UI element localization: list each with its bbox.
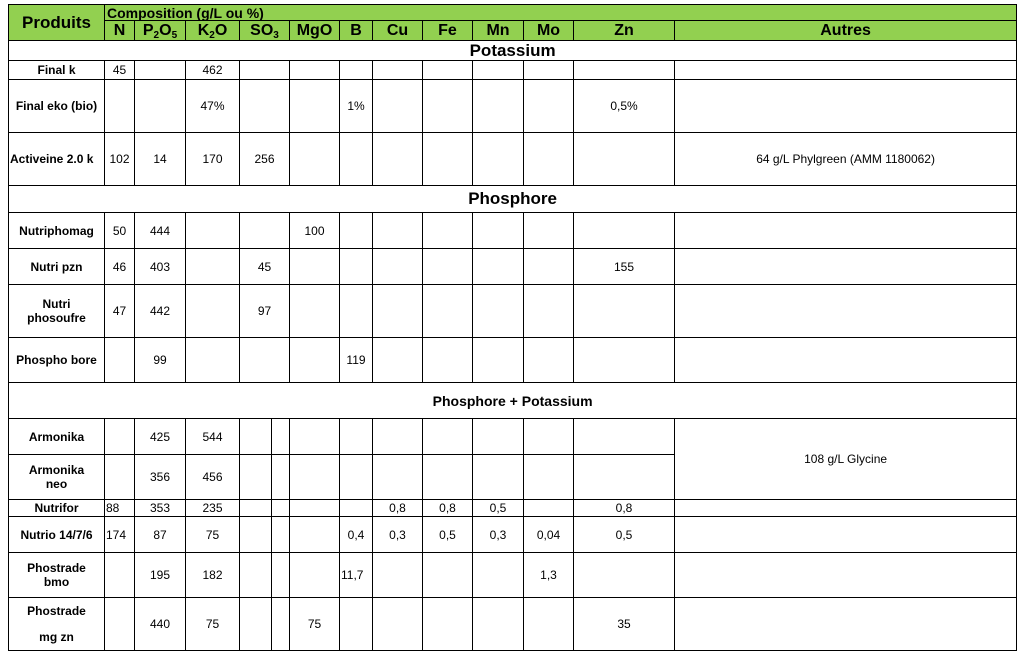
header-b: B (340, 21, 373, 41)
header-row-2 (9, 21, 1017, 41)
cell-mo (524, 598, 574, 651)
cell-mn (473, 80, 524, 133)
cell-autres (675, 213, 1017, 249)
cell-mgo (290, 419, 340, 455)
cell-mn (473, 598, 524, 651)
cell-mn (473, 285, 524, 338)
header-k2o: $K_2O$ (186, 21, 240, 41)
cell-zn (574, 419, 675, 455)
cell-so3: 45 (240, 249, 290, 285)
product-name: Nutrio 14/7/6 (9, 517, 105, 553)
header-mn: Mn (473, 21, 524, 41)
cell-extra (272, 455, 290, 500)
cell-p2o5: 356 (135, 455, 186, 500)
cell-p2o5: 440 (135, 598, 186, 651)
cell-so3 (240, 553, 272, 598)
cell-n (105, 80, 135, 133)
cell-autres (675, 61, 1017, 80)
cell-zn (574, 133, 675, 186)
cell-cu (373, 133, 423, 186)
composition-table (8, 4, 1017, 651)
cell-zn: 0,8 (574, 500, 675, 517)
product-name-line-2: neo (45, 477, 68, 491)
cell-n: 88 (105, 500, 135, 517)
cell-p2o5: 444 (135, 213, 186, 249)
cell-mn (473, 61, 524, 80)
cell-mo (524, 80, 574, 133)
cell-mgo: 100 (290, 213, 340, 249)
cell-autres: 64 g/L Phylgreen (AMM 1180062) (675, 133, 1017, 186)
cell-mo (524, 338, 574, 383)
cell-mn (473, 213, 524, 249)
product-name-line-2: mg zn (39, 630, 74, 644)
cell-k2o: 235 (186, 500, 240, 517)
cell-b: 1% (340, 80, 373, 133)
cell-mn (473, 553, 524, 598)
cell-so3 (240, 598, 272, 651)
cell-k2o (186, 285, 240, 338)
composition-table-wrapper (8, 4, 1017, 651)
cell-k2o: 462 (186, 61, 240, 80)
cell-fe: 0,5 (423, 517, 473, 553)
cell-p2o5: 14 (135, 133, 186, 186)
cell-so3 (240, 455, 272, 500)
section-title-phosphore-potassium: Phosphore + Potassium (9, 383, 1017, 419)
cell-autres: 108 g/L Glycine (675, 419, 1017, 500)
cell-n (105, 598, 135, 651)
cell-mo (524, 285, 574, 338)
cell-autres (675, 553, 1017, 598)
product-name-line-1: Phostrade (27, 604, 86, 618)
cell-extra (272, 553, 290, 598)
table-row (9, 553, 1017, 598)
cell-p2o5: 195 (135, 553, 186, 598)
cell-so3: 97 (240, 285, 290, 338)
cell-extra (272, 500, 290, 517)
cell-cu (373, 285, 423, 338)
product-name: Phospho bore (9, 338, 105, 383)
cell-fe (423, 80, 473, 133)
table-row (9, 80, 1017, 133)
cell-p2o5: 442 (135, 285, 186, 338)
section-row-phosphore-potassium (9, 383, 1017, 419)
section-title-phosphore: Phosphore (9, 186, 1017, 213)
cell-b (340, 61, 373, 80)
cell-b: 119 (340, 338, 373, 383)
cell-zn (574, 455, 675, 500)
cell-zn (574, 553, 675, 598)
section-title-potassium: Potassium (9, 41, 1017, 61)
cell-fe (423, 553, 473, 598)
composition-header: Composition (g/L ou %) (105, 5, 1017, 21)
product-name-line-1: Armonika (28, 463, 85, 477)
cell-zn (574, 61, 675, 80)
table-row (9, 285, 1017, 338)
cell-b (340, 419, 373, 455)
cell-mgo (290, 133, 340, 186)
cell-zn: 0,5% (574, 80, 675, 133)
cell-zn: 0,5 (574, 517, 675, 553)
cell-b: 11,7 (340, 553, 373, 598)
cell-p2o5 (135, 80, 186, 133)
cell-b (340, 455, 373, 500)
cell-so3 (240, 338, 290, 383)
cell-so3 (240, 419, 272, 455)
cell-mo (524, 455, 574, 500)
cell-b (340, 285, 373, 338)
cell-b (340, 133, 373, 186)
cell-fe (423, 249, 473, 285)
cell-so3 (240, 61, 290, 80)
cell-cu: 0,3 (373, 517, 423, 553)
cell-fe: 0,8 (423, 500, 473, 517)
cell-p2o5: 425 (135, 419, 186, 455)
product-name-line-2: phosoufre (27, 311, 86, 325)
cell-mgo (290, 500, 340, 517)
cell-k2o: 75 (186, 598, 240, 651)
cell-cu (373, 553, 423, 598)
cell-k2o: 456 (186, 455, 240, 500)
table-row (9, 419, 1017, 455)
cell-zn (574, 338, 675, 383)
product-name (9, 455, 105, 500)
cell-mo (524, 213, 574, 249)
cell-zn (574, 285, 675, 338)
cell-n (105, 455, 135, 500)
cell-fe (423, 419, 473, 455)
cell-cu (373, 598, 423, 651)
cell-k2o (186, 213, 240, 249)
cell-so3 (240, 517, 272, 553)
cell-mo (524, 500, 574, 517)
product-name (9, 598, 105, 651)
cell-mgo (290, 553, 340, 598)
cell-mgo (290, 249, 340, 285)
cell-mn (473, 133, 524, 186)
header-mgo: MgO (290, 21, 340, 41)
cell-mn (473, 338, 524, 383)
header-cu: Cu (373, 21, 423, 41)
cell-b (340, 249, 373, 285)
header-zn: Zn (574, 21, 675, 41)
cell-fe (423, 61, 473, 80)
section-row-potassium (9, 41, 1017, 61)
table-row (9, 61, 1017, 80)
cell-mgo (290, 80, 340, 133)
cell-zn: 35 (574, 598, 675, 651)
cell-b: 0,4 (340, 517, 373, 553)
cell-mgo (290, 338, 340, 383)
cell-fe (423, 338, 473, 383)
cell-autres (675, 285, 1017, 338)
cell-mgo (290, 455, 340, 500)
cell-extra (272, 517, 290, 553)
cell-mgo (290, 285, 340, 338)
cell-k2o: 170 (186, 133, 240, 186)
cell-cu: 0,8 (373, 500, 423, 517)
cell-autres (675, 500, 1017, 517)
cell-fe (423, 598, 473, 651)
product-name (9, 285, 105, 338)
cell-n: 46 (105, 249, 135, 285)
header-fe: Fe (423, 21, 473, 41)
product-name: Nutrifor (9, 500, 105, 517)
section-row-phosphore (9, 186, 1017, 213)
cell-mo (524, 61, 574, 80)
cell-extra (272, 419, 290, 455)
cell-cu (373, 80, 423, 133)
product-name: Final eko (bio) (9, 80, 105, 133)
cell-p2o5: 353 (135, 500, 186, 517)
table-row (9, 338, 1017, 383)
cell-extra (272, 598, 290, 651)
product-name-line-1: Phostrade (27, 561, 86, 575)
products-header: Produits (9, 5, 105, 41)
cell-cu (373, 419, 423, 455)
cell-mn (473, 249, 524, 285)
cell-autres (675, 80, 1017, 133)
cell-so3: 256 (240, 133, 290, 186)
cell-cu (373, 249, 423, 285)
cell-mgo (290, 61, 340, 80)
cell-k2o (186, 249, 240, 285)
cell-mo: 0,04 (524, 517, 574, 553)
cell-fe (423, 213, 473, 249)
cell-so3 (240, 500, 272, 517)
cell-p2o5: 403 (135, 249, 186, 285)
cell-n: 47 (105, 285, 135, 338)
cell-mo: 1,3 (524, 553, 574, 598)
cell-fe (423, 455, 473, 500)
cell-mn (473, 419, 524, 455)
cell-n: 50 (105, 213, 135, 249)
table-row (9, 598, 1017, 651)
cell-k2o: 75 (186, 517, 240, 553)
cell-so3 (240, 213, 290, 249)
cell-b (340, 213, 373, 249)
cell-b (340, 598, 373, 651)
cell-p2o5 (135, 61, 186, 80)
table-row (9, 133, 1017, 186)
header-autres: Autres (675, 21, 1017, 41)
cell-autres (675, 338, 1017, 383)
cell-autres (675, 598, 1017, 651)
cell-n (105, 338, 135, 383)
product-name: Activeine 2.0 k (9, 133, 105, 186)
product-name-line-1: Nutri (42, 297, 71, 311)
cell-cu (373, 213, 423, 249)
table-row (9, 517, 1017, 553)
cell-zn: 155 (574, 249, 675, 285)
cell-k2o: 182 (186, 553, 240, 598)
cell-mo (524, 133, 574, 186)
header-mo: Mo (524, 21, 574, 41)
cell-n (105, 553, 135, 598)
cell-mn: 0,5 (473, 500, 524, 517)
cell-k2o: 544 (186, 419, 240, 455)
header-so3: $SO_3$ (240, 21, 290, 41)
product-name: Nutri pzn (9, 249, 105, 285)
cell-mo (524, 419, 574, 455)
product-name: Final k (9, 61, 105, 80)
cell-cu (373, 61, 423, 80)
product-name-line-2: bmo (43, 575, 70, 589)
cell-p2o5: 99 (135, 338, 186, 383)
table-row (9, 213, 1017, 249)
cell-autres (675, 517, 1017, 553)
product-name (9, 553, 105, 598)
cell-mn: 0,3 (473, 517, 524, 553)
cell-cu (373, 338, 423, 383)
cell-cu (373, 455, 423, 500)
cell-mo (524, 249, 574, 285)
cell-fe (423, 285, 473, 338)
cell-k2o (186, 338, 240, 383)
cell-autres (675, 249, 1017, 285)
cell-mn (473, 455, 524, 500)
table-row (9, 249, 1017, 285)
product-name: Nutriphomag (9, 213, 105, 249)
header-row-1 (9, 5, 1017, 21)
cell-fe (423, 133, 473, 186)
cell-mgo: 75 (290, 598, 340, 651)
header-n: N (105, 21, 135, 41)
cell-mgo (290, 517, 340, 553)
cell-b (340, 500, 373, 517)
table-row (9, 500, 1017, 517)
cell-n: 102 (105, 133, 135, 186)
product-name: Armonika (9, 419, 105, 455)
cell-p2o5: 87 (135, 517, 186, 553)
cell-n (105, 419, 135, 455)
cell-so3 (240, 80, 290, 133)
cell-k2o: 47% (186, 80, 240, 133)
cell-n: 45 (105, 61, 135, 80)
header-p2o5: $P_2O_5$ (135, 21, 186, 41)
cell-n: 174 (105, 517, 135, 553)
cell-zn (574, 213, 675, 249)
